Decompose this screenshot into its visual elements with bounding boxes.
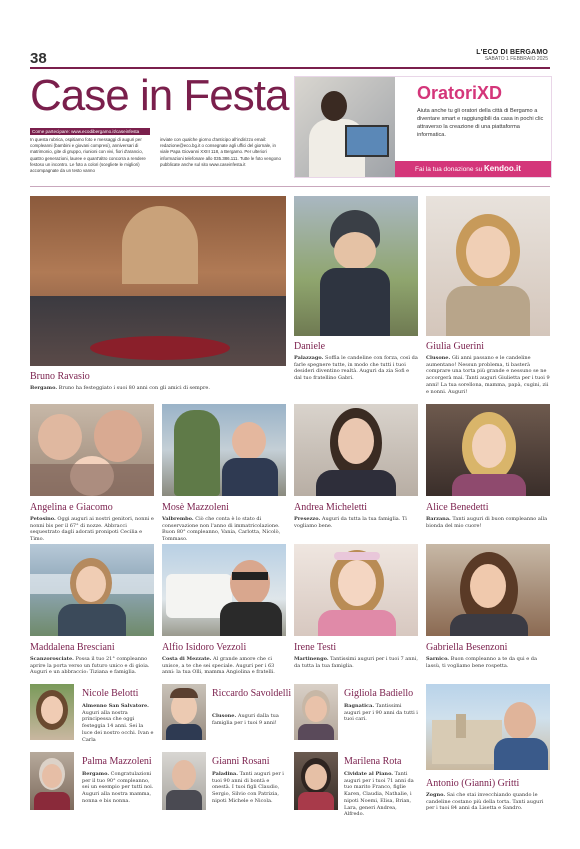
entry-name: Mosè Mazzoleni bbox=[162, 502, 229, 513]
entry-name: Marilena Rota bbox=[344, 756, 402, 767]
photo-marilena-rota bbox=[294, 752, 338, 810]
entry-caption: Almenno San Salvatore. Auguri alla nostra principessa che oggi festeggia 14 anni. Sei la luce dei nostro occhi. Ivan e Carla bbox=[82, 703, 154, 743]
photo-alice-benedetti bbox=[426, 404, 550, 496]
entry-caption: Bagnatica. Tantissimi auguri per i 90 anni da tutti i tuoi cari. bbox=[344, 703, 418, 723]
entry-caption: Bergamo. Bruno ha festeggiato i suoi 80 anni con gli amici di sempre. bbox=[30, 385, 210, 391]
photo-antonio-gritti bbox=[426, 684, 550, 770]
entry-caption: Valbrembo. Ciò che conta è lo stato di conservazione non l'anno di immatricolazione. Buon 80° compleanno, Vania, Carlotta, Nicolò, Tommaso. bbox=[162, 516, 281, 543]
entry-name: Daniele bbox=[294, 341, 326, 352]
ad-logo: OratoriXD bbox=[417, 83, 503, 103]
ad-cta-bar[interactable] bbox=[395, 161, 551, 177]
masthead bbox=[476, 49, 548, 62]
entry-name: Alice Benedetti bbox=[426, 502, 489, 513]
photo-gigliola-badiello bbox=[294, 684, 338, 740]
ad-photo bbox=[295, 77, 395, 177]
photo-palma-mazzoleni bbox=[30, 752, 74, 810]
ad-brand: Kendoo.it bbox=[484, 164, 521, 173]
photo-alfio-isidoro-vezzoli bbox=[162, 544, 286, 636]
photo-gianni-rosani bbox=[162, 752, 206, 810]
entry-name: Bruno Ravasio bbox=[30, 371, 90, 382]
oratorixd-ad[interactable] bbox=[294, 76, 552, 178]
page-number: 38 bbox=[30, 50, 47, 67]
section-divider bbox=[30, 186, 550, 187]
entry-caption: Costa di Mezzate. Al grande amore che ci unisce, a te che sei speciale. Auguri per i 63 anni: la tua Olli, mamma Angiolina e fratelli. bbox=[162, 656, 275, 676]
entry-name: Nicole Belotti bbox=[82, 688, 139, 699]
entry-name: Angelina e Giacomo bbox=[30, 502, 113, 513]
entry-caption: Martinengo. Tantissimi auguri per i tuoi 7 anni, da tutta la tua famiglia. bbox=[294, 656, 418, 669]
entry-name: Giulia Guerini bbox=[426, 341, 485, 352]
entry-caption: Sarnico. Buon compleanno a te da qui e da lassù, ti vogliamo bene rospetta. bbox=[426, 656, 537, 669]
entry-caption: Zogno. Sai che stai invecchiando quando le candeline costano più della torta. Tanti auguri per i tuoi 84 anni da Lisetta e Sandro. bbox=[426, 792, 544, 812]
photo-gabriella-besenzoni bbox=[426, 544, 550, 636]
entry-name: Gianni Rosani bbox=[212, 756, 270, 767]
entry-name: Andrea Micheletti bbox=[294, 502, 368, 513]
ad-text: Aiuta anche tu gli oratori della città di Bergamo a diventare smart e raggiungibili da casa in pochi clic attraverso la creazione di una piattaforma informatica. bbox=[417, 108, 544, 138]
entry-caption: Bergamo. Congratulazioni per il tuo 90° compleanno, sei un esempio per tutti noi. Auguri alla nostra mamma, nonna e bis nonna. bbox=[82, 771, 154, 804]
publication-name: L'ECO DI BERGAMO bbox=[476, 49, 548, 56]
header-rule bbox=[30, 67, 550, 69]
entry-name: Maddalena Bresciani bbox=[30, 642, 115, 653]
entry-name: Irene Testi bbox=[294, 642, 337, 653]
photo-mose-mazzoleni bbox=[162, 404, 286, 496]
photo-maddalena-bresciani bbox=[30, 544, 154, 636]
entry-name: Gigliola Badiello bbox=[344, 688, 414, 699]
entry-caption: Cividate al Piano. Tanti auguri per i tuoi 71 anni da tuo marito Franco, figlie Karen, Claudia, Nathalie, i nipoti Noemi, Elisa, Brian, Lara, generi Andrea, Alfredo. bbox=[344, 771, 414, 818]
photo-giulia-guerini bbox=[426, 196, 550, 336]
publication-date: SABATO 1 FEBBRAIO 2025 bbox=[484, 56, 548, 62]
entry-caption: Presezzo. Auguri da tutta la tua famiglia. Ti vogliamo bene. bbox=[294, 516, 407, 529]
entry-name: Alfio Isidoro Vezzoli bbox=[162, 642, 247, 653]
photo-bruno-ravasio bbox=[30, 196, 286, 366]
photo-daniele bbox=[294, 196, 418, 336]
photo-andrea-micheletti bbox=[294, 404, 418, 496]
section-title: Case in Festa bbox=[30, 71, 289, 120]
laptop-icon bbox=[345, 125, 389, 157]
entry-name: Riccardo Savoldelli bbox=[212, 688, 292, 699]
entry-caption: Palazzago. Soffia le candeline con forza, così da farle spegnere tutte, in modo che tutti i tuoi desideri diventino realtà. Auguri da zia Sofi e dal tuo fratellino Gabri. bbox=[294, 355, 418, 382]
intro-column-1: In questa rubrica, ospitiamo foto e messaggi di auguri per compleanni (bambini e giovani compresi), anniversari di matrimonio, gite di gruppo, riunioni con vivi, fiori d'arancio, quattro generazioni, lauree e quant'altro concorra a rendere festoso un incontro. Le foto a colori (scegliete le migliori) accompagnate da un testo vanno bbox=[30, 137, 146, 174]
entry-caption: Scanzorosciate. Possa il tuo 21° compleanno aprire la porta verso un futuro unico e di gioia. Auguri e un abbraccio: Tiziana e famiglia. bbox=[30, 656, 150, 676]
entry-caption: Clusone. Auguri dalla tua famiglia per i tuoi 9 anni! bbox=[212, 713, 279, 726]
entry-caption: Petosino. Oggi auguri ai nostri genitori, nonni e nonni bis per il 67° di nozze. Abbracci sequestrato dagli adorati pronipoti Cecilia e Timo. bbox=[30, 516, 154, 543]
photo-angelina-giacomo bbox=[30, 404, 154, 496]
entry-caption: Clusone. Gli anni passano e le candeline aumentano! Nessun problema, ti basterà comprare una torta più grande e nessuno se ne accorgerà mai. Tanti auguri Giulietta per i tuoi 9 anni! La tua sorellona, mamma, papà, cugini, zii e nonni. Auguri! bbox=[426, 355, 550, 395]
entry-name: Antonio (Gianni) Gritti bbox=[426, 778, 520, 789]
entry-name: Gabriella Besenzoni bbox=[426, 642, 508, 653]
entry-caption: Paladina. Tanti auguri per i tuoi 90 anni di bontà e onestà. I tuoi figli Claudio, Sergio, Silvio con Patrizia, nipoti Michele e Nicola. bbox=[212, 771, 284, 804]
intro-column-2: inviate con qualche giorno d'anticipo all'indirizzo email: redazione@eco.bg.it o consegnate agli uffici del giornale, in viale Papa Giovanni XXIII 118, a Bergamo. Per ulteriori informazioni telefonare allo 035.386.111. Tutte le foto vengono pubblicate anche sul sito www.caseinfesta.it bbox=[160, 137, 281, 167]
photo-irene-testi bbox=[294, 544, 418, 636]
ad-cta: Fai la tua donazione su bbox=[415, 166, 483, 173]
entry-name: Palma Mazzoleni bbox=[82, 756, 152, 767]
intro-heading: Come partecipare: www.ecodibergamo.it/caseinfesta bbox=[30, 128, 150, 135]
photo-nicole-belotti bbox=[30, 684, 74, 740]
photo-riccardo-savoldelli bbox=[162, 684, 206, 740]
entry-caption: Barzana. Tanti auguri di buon compleanno alla bionda del mio cuore! bbox=[426, 516, 548, 529]
